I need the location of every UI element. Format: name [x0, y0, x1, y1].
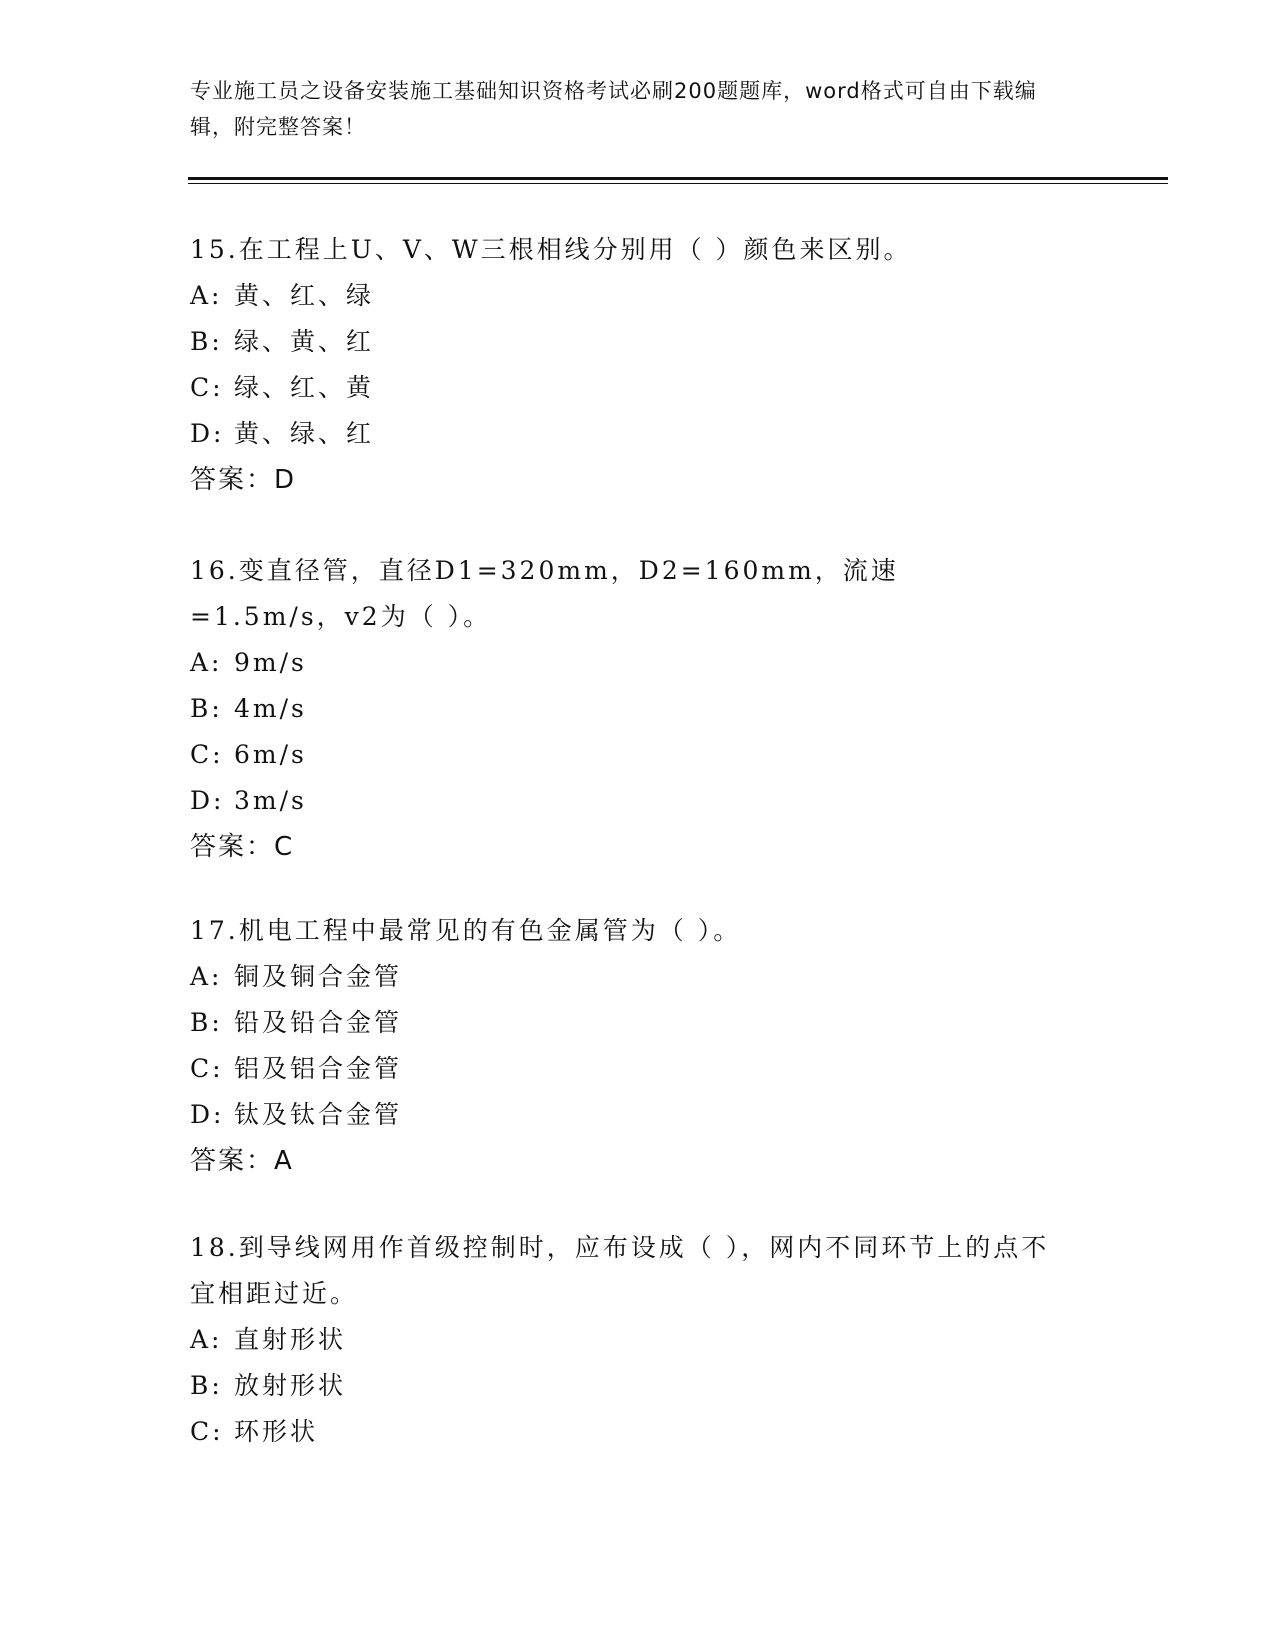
- answer-line: 答案：C: [190, 832, 295, 862]
- answer-line: 答案：A: [190, 1146, 294, 1176]
- option-letter: C:: [190, 1417, 224, 1446]
- option-letter: B:: [190, 1371, 223, 1400]
- option-text: 6m/s: [234, 740, 307, 769]
- option-letter: D:: [190, 786, 225, 815]
- document-header: 专业施工员之设备安装施工基础知识资格考试必刷200题题库，word格式可自由下载编辑，附完整答案！: [190, 79, 1037, 139]
- option-text: 4m/s: [234, 694, 307, 723]
- question-15: [190, 227, 1070, 503]
- option-c: [190, 732, 1070, 778]
- option-letter: A:: [190, 962, 223, 991]
- option-b: [190, 1000, 1070, 1046]
- question-stem: 16.变直径管，直径D1=320mm，D2=160mm，流速=1.5m/s，v2为（ ）。: [190, 556, 899, 631]
- option-d: [190, 1092, 1070, 1138]
- option-text: 放射形状: [234, 1371, 347, 1400]
- option-text: 环形状: [234, 1417, 319, 1446]
- option-c: [190, 365, 1070, 411]
- option-text: 黄、绿、红: [234, 419, 375, 448]
- option-d: [190, 778, 1070, 824]
- option-text: 钛及钛合金管: [234, 1100, 403, 1129]
- option-text: 铅及铅合金管: [234, 1008, 403, 1037]
- question-18: [190, 1225, 1070, 1455]
- option-letter: D:: [190, 1100, 225, 1129]
- option-text: 9m/s: [234, 648, 307, 677]
- option-b: [190, 1363, 1070, 1409]
- option-letter: B:: [190, 327, 223, 356]
- question-stem: 15.在工程上U、V、W三根相线分别用（ ）颜色来区别。: [190, 235, 912, 264]
- option-letter: B:: [190, 1008, 223, 1037]
- option-text: 黄、红、绿: [234, 281, 375, 310]
- option-letter: B:: [190, 694, 223, 723]
- option-text: 绿、黄、红: [234, 327, 375, 356]
- option-a: [190, 273, 1070, 319]
- header-divider-thin: [188, 183, 1168, 184]
- option-letter: A:: [190, 1325, 223, 1354]
- option-text: 3m/s: [234, 786, 307, 815]
- option-letter: A:: [190, 281, 223, 310]
- option-text: 直射形状: [234, 1325, 347, 1354]
- option-a: [190, 1317, 1070, 1363]
- option-text: 铜及铜合金管: [234, 962, 403, 991]
- question-16: [190, 548, 1070, 870]
- question-stem: 17.机电工程中最常见的有色金属管为（ ）。: [190, 916, 742, 945]
- option-a: [190, 640, 1070, 686]
- option-c: [190, 1046, 1070, 1092]
- option-letter: A:: [190, 648, 223, 677]
- option-letter: D:: [190, 419, 225, 448]
- option-letter: C:: [190, 1054, 224, 1083]
- question-17: [190, 908, 1070, 1184]
- option-letter: C:: [190, 373, 224, 402]
- option-b: [190, 686, 1070, 732]
- option-text: 铝及铝合金管: [234, 1054, 403, 1083]
- answer-line: 答案：D: [190, 465, 297, 495]
- option-d: [190, 411, 1070, 457]
- option-text: 绿、红、黄: [234, 373, 375, 402]
- option-b: [190, 319, 1070, 365]
- header-divider-thick: [188, 177, 1168, 180]
- option-a: [190, 954, 1070, 1000]
- question-stem: 18.到导线网用作首级控制时，应布设成（ ），网内不同环节上的点不宜相距过近。: [190, 1233, 1050, 1308]
- option-letter: C:: [190, 740, 224, 769]
- option-c: [190, 1409, 1070, 1455]
